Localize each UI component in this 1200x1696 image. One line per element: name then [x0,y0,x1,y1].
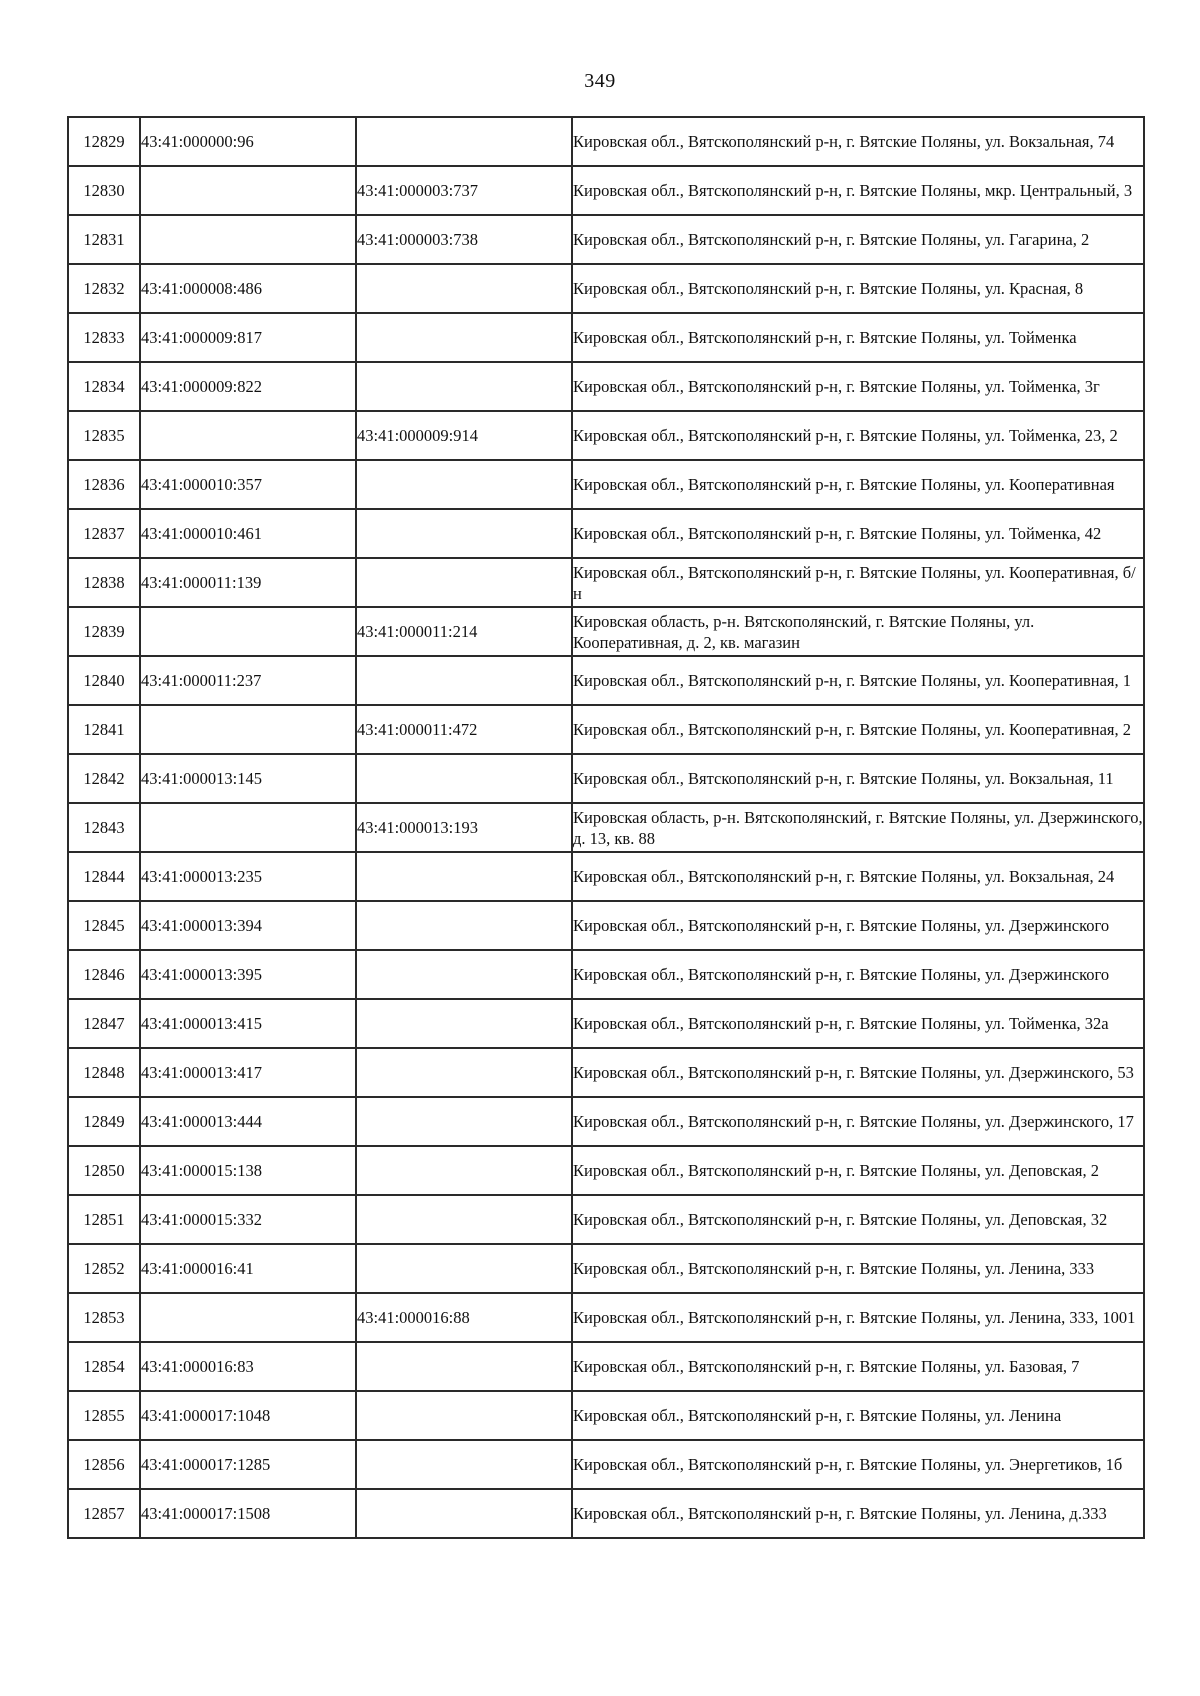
table-row [68,852,1144,901]
address-cell: Кировская обл., Вятскополянский р-н, г. Вятские Поляны, ул. Тойменка, 23, 2 [572,411,1144,460]
row-number-cell: 12855 [68,1391,140,1440]
row-number-cell: 12834 [68,362,140,411]
registry-table [67,116,1145,1539]
row-number-cell: 12852 [68,1244,140,1293]
land-cadastral-number-cell: 43:41:000017:1048 [140,1391,356,1440]
building-cadastral-number-cell: 43:41:000013:193 [356,803,572,852]
land-cadastral-number-cell: 43:41:000009:822 [140,362,356,411]
page-number: 349 [584,70,616,92]
table-row [68,558,1144,607]
row-number-cell: 12845 [68,901,140,950]
table-row [68,999,1144,1048]
address-cell: Кировская обл., Вятскополянский р-н, г. Вятские Поляны, ул. Кооперативная, 1 [572,656,1144,705]
land-cadastral-number-cell: 43:41:000015:332 [140,1195,356,1244]
table-row [68,1146,1144,1195]
row-number-cell: 12833 [68,313,140,362]
address-cell: Кировская обл., Вятскополянский р-н, г. Вятские Поляны, ул. Тойменка, 32а [572,999,1144,1048]
address-cell: Кировская обл., Вятскополянский р-н, г. Вятские Поляны, ул. Кооперативная, 2 [572,705,1144,754]
building-cadastral-number-cell [356,1048,572,1097]
building-cadastral-number-cell: 43:41:000011:472 [356,705,572,754]
land-cadastral-number-cell [140,411,356,460]
row-number-cell: 12851 [68,1195,140,1244]
table-row [68,1489,1144,1538]
row-number-cell: 12854 [68,1342,140,1391]
land-cadastral-number-cell [140,1293,356,1342]
table-row [68,656,1144,705]
row-number-cell: 12829 [68,117,140,166]
row-number-cell: 12843 [68,803,140,852]
row-number-cell: 12841 [68,705,140,754]
address-cell: Кировская область, р-н. Вятскополянский, г. Вятские Поляны, ул. Кооперативная, д. 2, кв. магазин [572,607,1144,656]
building-cadastral-number-cell: 43:41:000003:738 [356,215,572,264]
table-row [68,264,1144,313]
address-cell: Кировская обл., Вятскополянский р-н, г. Вятские Поляны, ул. Тойменка, 3г [572,362,1144,411]
land-cadastral-number-cell: 43:41:000015:138 [140,1146,356,1195]
row-number-cell: 12835 [68,411,140,460]
row-number-cell: 12846 [68,950,140,999]
row-number-cell: 12830 [68,166,140,215]
row-number-cell: 12847 [68,999,140,1048]
land-cadastral-number-cell: 43:41:000013:395 [140,950,356,999]
land-cadastral-number-cell: 43:41:000013:415 [140,999,356,1048]
land-cadastral-number-cell: 43:41:000013:235 [140,852,356,901]
land-cadastral-number-cell [140,705,356,754]
building-cadastral-number-cell [356,1146,572,1195]
land-cadastral-number-cell: 43:41:000016:41 [140,1244,356,1293]
row-number-cell: 12836 [68,460,140,509]
land-cadastral-number-cell [140,607,356,656]
building-cadastral-number-cell [356,1342,572,1391]
land-cadastral-number-cell: 43:41:000011:237 [140,656,356,705]
row-number-cell: 12837 [68,509,140,558]
land-cadastral-number-cell: 43:41:000016:83 [140,1342,356,1391]
table-row [68,166,1144,215]
land-cadastral-number-cell: 43:41:000010:357 [140,460,356,509]
row-number-cell: 12856 [68,1440,140,1489]
table-row [68,362,1144,411]
address-cell: Кировская обл., Вятскополянский р-н, г. Вятские Поляны, ул. Тойменка [572,313,1144,362]
address-cell: Кировская обл., Вятскополянский р-н, г. Вятские Поляны, ул. Дзержинского, 17 [572,1097,1144,1146]
address-cell: Кировская обл., Вятскополянский р-н, г. Вятские Поляны, ул. Вокзальная, 24 [572,852,1144,901]
registry-table-body [68,117,1144,1538]
address-cell: Кировская обл., Вятскополянский р-н, г. Вятские Поляны, ул. Вокзальная, 74 [572,117,1144,166]
building-cadastral-number-cell [356,313,572,362]
address-cell: Кировская обл., Вятскополянский р-н, г. Вятские Поляны, ул. Тойменка, 42 [572,509,1144,558]
building-cadastral-number-cell [356,1244,572,1293]
table-row [68,411,1144,460]
land-cadastral-number-cell: 43:41:000013:145 [140,754,356,803]
table-row [68,215,1144,264]
building-cadastral-number-cell [356,999,572,1048]
table-row [68,754,1144,803]
building-cadastral-number-cell [356,1195,572,1244]
building-cadastral-number-cell: 43:41:000003:737 [356,166,572,215]
address-cell: Кировская обл., Вятскополянский р-н, г. Вятские Поляны, ул. Кооперативная, б/н [572,558,1144,607]
address-cell: Кировская обл., Вятскополянский р-н, г. Вятские Поляны, ул. Дзержинского, 53 [572,1048,1144,1097]
land-cadastral-number-cell [140,803,356,852]
building-cadastral-number-cell [356,1489,572,1538]
land-cadastral-number-cell: 43:41:000013:417 [140,1048,356,1097]
land-cadastral-number-cell: 43:41:000017:1508 [140,1489,356,1538]
row-number-cell: 12850 [68,1146,140,1195]
row-number-cell: 12831 [68,215,140,264]
table-row [68,1244,1144,1293]
table-row [68,607,1144,656]
building-cadastral-number-cell [356,754,572,803]
row-number-cell: 12842 [68,754,140,803]
row-number-cell: 12839 [68,607,140,656]
table-row [68,705,1144,754]
land-cadastral-number-cell: 43:41:000008:486 [140,264,356,313]
building-cadastral-number-cell [356,901,572,950]
address-cell: Кировская обл., Вятскополянский р-н, г. Вятские Поляны, ул. Ленина, 333 [572,1244,1144,1293]
table-row [68,509,1144,558]
table-row [68,1097,1144,1146]
address-cell: Кировская обл., Вятскополянский р-н, г. Вятские Поляны, мкр. Центральный, 3 [572,166,1144,215]
table-row [68,117,1144,166]
address-cell: Кировская обл., Вятскополянский р-н, г. Вятские Поляны, ул. Деповская, 32 [572,1195,1144,1244]
table-row [68,1342,1144,1391]
building-cadastral-number-cell [356,460,572,509]
building-cadastral-number-cell [356,656,572,705]
building-cadastral-number-cell [356,852,572,901]
row-number-cell: 12838 [68,558,140,607]
address-cell: Кировская обл., Вятскополянский р-н, г. Вятские Поляны, ул. Вокзальная, 11 [572,754,1144,803]
land-cadastral-number-cell: 43:41:000009:817 [140,313,356,362]
row-number-cell: 12857 [68,1489,140,1538]
land-cadastral-number-cell [140,215,356,264]
building-cadastral-number-cell [356,558,572,607]
land-cadastral-number-cell: 43:41:000013:444 [140,1097,356,1146]
table-row [68,1391,1144,1440]
building-cadastral-number-cell [356,509,572,558]
building-cadastral-number-cell: 43:41:000009:914 [356,411,572,460]
building-cadastral-number-cell [356,950,572,999]
land-cadastral-number-cell [140,166,356,215]
building-cadastral-number-cell [356,362,572,411]
land-cadastral-number-cell: 43:41:000011:139 [140,558,356,607]
building-cadastral-number-cell [356,1440,572,1489]
table-row [68,1195,1144,1244]
row-number-cell: 12844 [68,852,140,901]
address-cell: Кировская обл., Вятскополянский р-н, г. Вятские Поляны, ул. Ленина, д.333 [572,1489,1144,1538]
land-cadastral-number-cell: 43:41:000017:1285 [140,1440,356,1489]
land-cadastral-number-cell: 43:41:000010:461 [140,509,356,558]
address-cell: Кировская обл., Вятскополянский р-н, г. Вятские Поляны, ул. Дзержинского [572,901,1144,950]
building-cadastral-number-cell [356,264,572,313]
building-cadastral-number-cell [356,1391,572,1440]
row-number-cell: 12853 [68,1293,140,1342]
table-row [68,1048,1144,1097]
address-cell: Кировская обл., Вятскополянский р-н, г. Вятские Поляны, ул. Деповская, 2 [572,1146,1144,1195]
address-cell: Кировская обл., Вятскополянский р-н, г. Вятские Поляны, ул. Ленина [572,1391,1144,1440]
address-cell: Кировская обл., Вятскополянский р-н, г. Вятские Поляны, ул. Гагарина, 2 [572,215,1144,264]
table-row [68,1440,1144,1489]
row-number-cell: 12832 [68,264,140,313]
address-cell: Кировская обл., Вятскополянский р-н, г. Вятские Поляны, ул. Энергетиков, 1б [572,1440,1144,1489]
table-row [68,1293,1144,1342]
table-row [68,950,1144,999]
row-number-cell: 12848 [68,1048,140,1097]
row-number-cell: 12840 [68,656,140,705]
address-cell: Кировская обл., Вятскополянский р-н, г. Вятские Поляны, ул. Базовая, 7 [572,1342,1144,1391]
table-row [68,460,1144,509]
address-cell: Кировская обл., Вятскополянский р-н, г. Вятские Поляны, ул. Дзержинского [572,950,1144,999]
land-cadastral-number-cell: 43:41:000000:96 [140,117,356,166]
address-cell: Кировская обл., Вятскополянский р-н, г. Вятские Поляны, ул. Ленина, 333, 1001 [572,1293,1144,1342]
building-cadastral-number-cell [356,117,572,166]
address-cell: Кировская обл., Вятскополянский р-н, г. Вятские Поляны, ул. Кооперативная [572,460,1144,509]
address-cell: Кировская область, р-н. Вятскополянский, г. Вятские Поляны, ул. Дзержинского, д. 13, кв. 88 [572,803,1144,852]
table-row [68,901,1144,950]
table-row [68,313,1144,362]
land-cadastral-number-cell: 43:41:000013:394 [140,901,356,950]
building-cadastral-number-cell [356,1097,572,1146]
building-cadastral-number-cell: 43:41:000016:88 [356,1293,572,1342]
address-cell: Кировская обл., Вятскополянский р-н, г. Вятские Поляны, ул. Красная, 8 [572,264,1144,313]
row-number-cell: 12849 [68,1097,140,1146]
building-cadastral-number-cell: 43:41:000011:214 [356,607,572,656]
table-row [68,803,1144,852]
